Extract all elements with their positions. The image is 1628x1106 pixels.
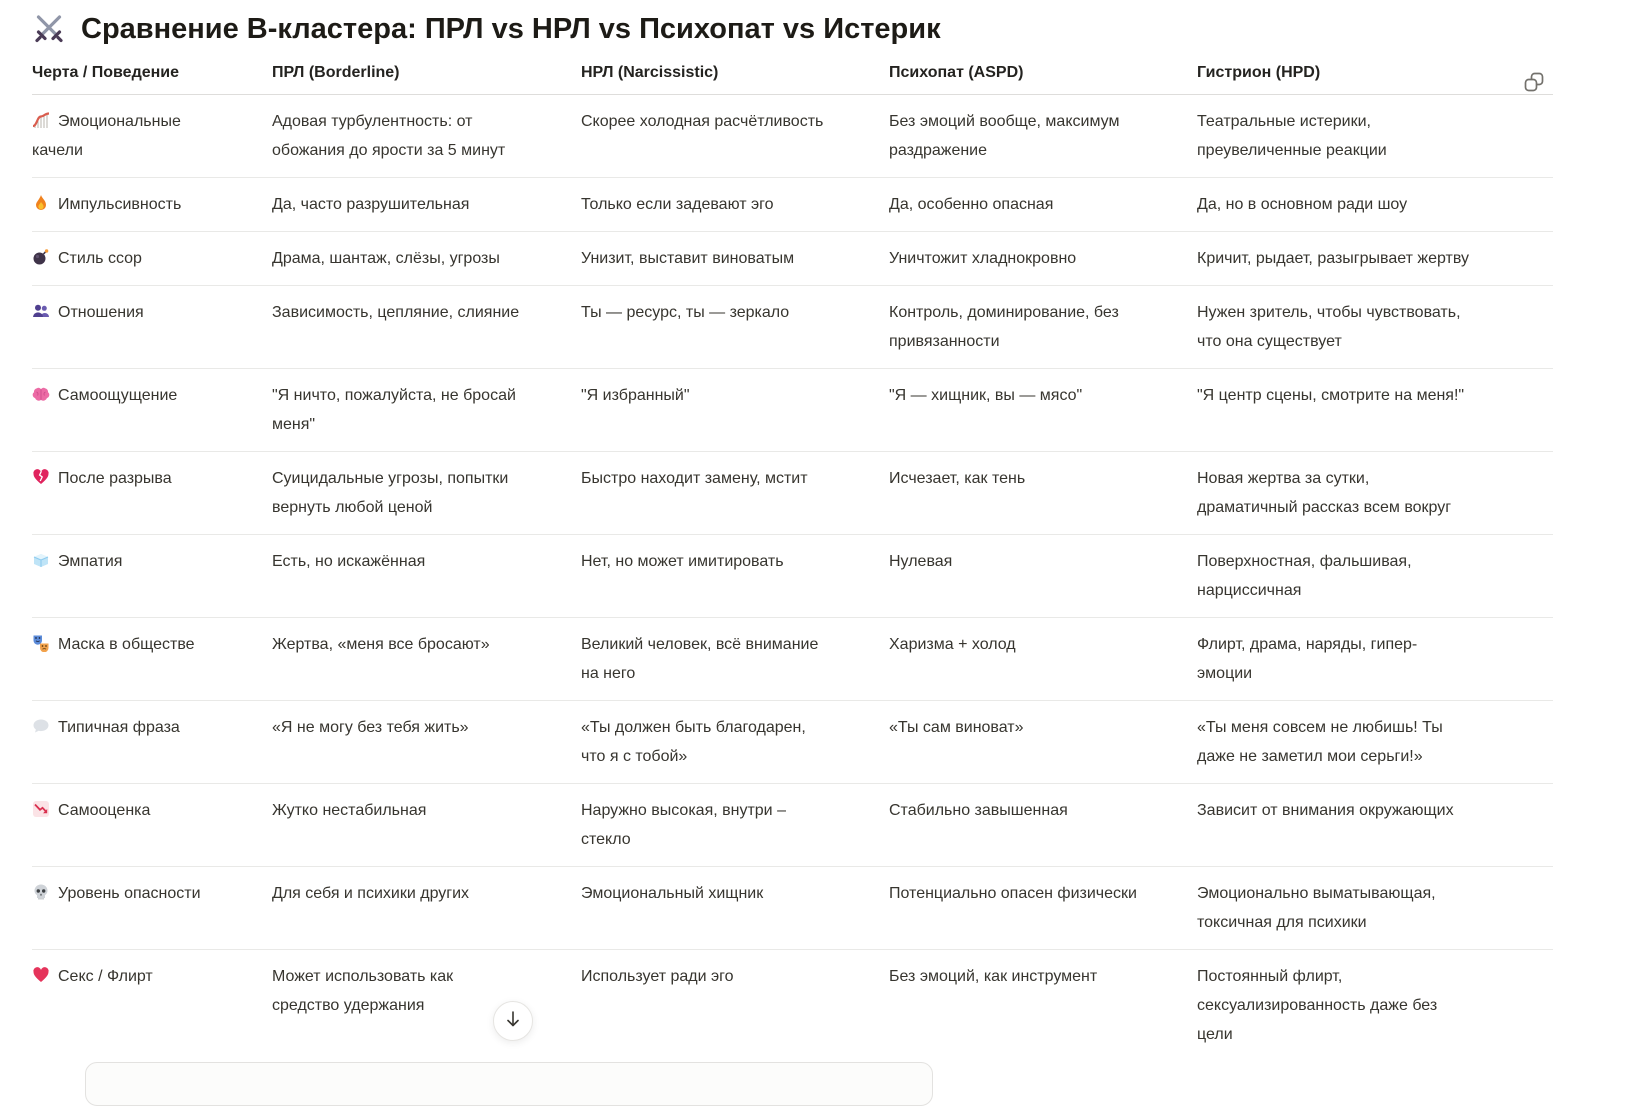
next-block-partial[interactable] [85, 1062, 933, 1106]
cell-hpd[interactable]: Кричит, рыдает, разыгрывает жертву [1197, 250, 1469, 267]
cell-hpd[interactable]: Зависит от внимания окружающих [1197, 802, 1454, 819]
cell-hpd[interactable]: Поверхностная, фальшивая, нарциссичная [1197, 553, 1412, 599]
cell-nrl[interactable]: Ты — ресурс, ты — зеркало [581, 304, 790, 321]
cell-prl[interactable]: Может использовать как средство удержания [272, 968, 454, 1014]
cell-aspd[interactable]: «Ты сам виноват» [889, 719, 1024, 736]
table-row [32, 950, 1553, 1061]
cell-hpd[interactable]: Нужен зритель, чтобы чувствовать, что она существует [1197, 304, 1461, 350]
cell-aspd[interactable]: Контроль, доминирование, без привязанности [889, 304, 1119, 350]
fire-icon [32, 194, 50, 212]
cell-aspd[interactable]: Без эмоций, как инструмент [889, 968, 1098, 985]
table-row [32, 286, 1553, 369]
cell-prl[interactable]: Зависимость, цепляние, слияние [272, 304, 520, 321]
cell-nrl[interactable]: Унизит, выставит виноватым [581, 250, 795, 267]
trait-label: Самоощущение [58, 387, 178, 404]
cell-hpd[interactable]: Новая жертва за сутки, драматичный рассказ всем вокруг [1197, 470, 1452, 516]
scroll-to-bottom-button[interactable] [493, 1001, 533, 1041]
trait-cell[interactable] [32, 178, 272, 231]
cell-aspd[interactable]: Нулевая [889, 553, 953, 570]
trait-label: Импульсивность [58, 196, 182, 213]
cell-aspd[interactable]: "Я — хищник, вы — мясо" [889, 387, 1083, 404]
trait-label: Типичная фраза [58, 719, 180, 736]
cell-hpd[interactable]: Театральные истерики, преувеличенные реакции [1197, 113, 1387, 159]
bomb-icon [32, 248, 50, 266]
trait-cell[interactable] [32, 701, 272, 783]
heart-icon [32, 966, 50, 984]
table-row [32, 618, 1553, 701]
cell-nrl[interactable]: Нет, но может имитировать [581, 553, 784, 570]
cell-nrl[interactable]: Быстро находит замену, мстит [581, 470, 808, 487]
table-row [32, 867, 1553, 950]
cell-nrl[interactable]: Великий человек, всё внимание на него [581, 636, 819, 682]
trait-cell[interactable] [32, 867, 272, 949]
cell-aspd[interactable]: Без эмоций вообще, максимум раздражение [889, 113, 1120, 159]
cell-nrl[interactable]: Эмоциональный хищник [581, 885, 764, 902]
cell-hpd[interactable]: "Я центр сцены, смотрите на меня!" [1197, 387, 1465, 404]
page-title[interactable] [32, 12, 941, 46]
cell-hpd[interactable]: «Ты меня совсем не любишь! Ты даже не заметил мои серьги!» [1197, 719, 1443, 765]
people-icon [32, 302, 50, 320]
column-header-aspd[interactable]: Психопат (ASPD) [889, 64, 1024, 81]
trait-cell[interactable] [32, 535, 272, 617]
cell-nrl[interactable]: "Я избранный" [581, 387, 690, 404]
table-row [32, 369, 1553, 452]
trait-label: Эмоциональные качели [32, 113, 181, 159]
cell-aspd[interactable]: Уничтожит хладнокровно [889, 250, 1077, 267]
column-header-prl[interactable]: ПРЛ (Borderline) [272, 64, 400, 81]
comparison-table [32, 62, 1553, 1061]
cell-prl[interactable]: "Я ничто, пожалуйста, не бросай меня" [272, 387, 516, 433]
cell-aspd[interactable]: Стабильно завышенная [889, 802, 1068, 819]
trait-label: Самооценка [58, 802, 151, 819]
cell-aspd[interactable]: Да, особенно опасная [889, 196, 1054, 213]
trait-label: После разрыва [58, 470, 172, 487]
cell-hpd[interactable]: Флирт, драма, наряды, гипер-эмоции [1197, 636, 1418, 682]
trait-label: Уровень опасности [58, 885, 201, 902]
cell-aspd[interactable]: Исчезает, как тень [889, 470, 1026, 487]
cell-prl[interactable]: Драма, шантаж, слёзы, угрозы [272, 250, 500, 267]
cell-nrl[interactable]: «Ты должен быть благодарен, что я с тобой» [581, 719, 806, 765]
cell-prl[interactable]: Жертва, «меня все бросают» [272, 636, 490, 653]
cell-prl[interactable]: Адовая турбулентность: от обожания до ярости за 5 минут [272, 113, 506, 159]
trait-label: Эмпатия [58, 553, 123, 570]
brain-icon [32, 385, 50, 403]
column-header-hpd[interactable]: Гистрион (HPD) [1197, 64, 1321, 81]
trait-cell[interactable] [32, 784, 272, 866]
arrow-down-icon [503, 1009, 523, 1034]
trait-label: Отношения [58, 304, 144, 321]
cell-hpd[interactable]: Да, но в основном ради шоу [1197, 196, 1408, 213]
table-header-row [32, 62, 1553, 95]
cell-prl[interactable]: Жутко нестабильная [272, 802, 427, 819]
speech-balloon-icon [32, 717, 50, 735]
skull-icon [32, 883, 50, 901]
trait-cell[interactable] [32, 618, 272, 700]
table-row [32, 535, 1553, 618]
table-row [32, 95, 1553, 178]
cell-prl[interactable]: Да, часто разрушительная [272, 196, 470, 213]
table-row [32, 784, 1553, 867]
cell-nrl[interactable]: Наружно высокая, внутри – стекло [581, 802, 786, 848]
trait-cell[interactable] [32, 232, 272, 285]
table-row [32, 232, 1553, 286]
table-row [32, 452, 1553, 535]
cell-nrl[interactable]: Использует ради эго [581, 968, 734, 985]
trait-label: Маска в обществе [58, 636, 195, 653]
chart-down-icon [32, 800, 50, 818]
cell-aspd[interactable]: Харизма + холод [889, 636, 1016, 653]
trait-label: Стиль ссор [58, 250, 142, 267]
cell-prl[interactable]: Есть, но искажённая [272, 553, 426, 570]
cell-hpd[interactable]: Постоянный флирт, сексуализированность даже без цели [1197, 968, 1438, 1043]
cell-prl[interactable]: «Я не могу без тебя жить» [272, 719, 469, 736]
table-row [32, 178, 1553, 232]
trait-label: Секс / Флирт [58, 968, 153, 985]
ice-cube-icon [32, 551, 50, 569]
masks-icon [32, 634, 50, 652]
trait-cell[interactable] [32, 950, 272, 1061]
table-row [32, 701, 1553, 784]
cell-prl[interactable]: Для себя и психики других [272, 885, 470, 902]
trait-cell[interactable] [32, 369, 272, 451]
crossed-swords-icon [32, 12, 66, 46]
cell-nrl[interactable]: Скорее холодная расчётливость [581, 113, 824, 130]
trait-cell[interactable] [32, 95, 272, 177]
cell-hpd[interactable]: Эмоционально выматывающая, токсичная для психики [1197, 885, 1436, 931]
broken-heart-icon [32, 468, 50, 486]
cell-prl[interactable]: Суицидальные угрозы, попытки вернуть любой ценой [272, 470, 509, 516]
trait-cell[interactable] [32, 452, 272, 534]
column-header-trait[interactable]: Черта / Поведение [32, 64, 180, 81]
roller-coaster-icon [32, 111, 50, 129]
trait-cell[interactable] [32, 286, 272, 368]
page-title-text: Сравнение В-кластера: ПРЛ vs НРЛ vs Психопат vs Истерик [81, 12, 941, 45]
column-header-nrl[interactable]: НРЛ (Narcissistic) [581, 64, 719, 81]
cell-aspd[interactable]: Потенциально опасен физически [889, 885, 1137, 902]
cell-nrl[interactable]: Только если задевают эго [581, 196, 774, 213]
